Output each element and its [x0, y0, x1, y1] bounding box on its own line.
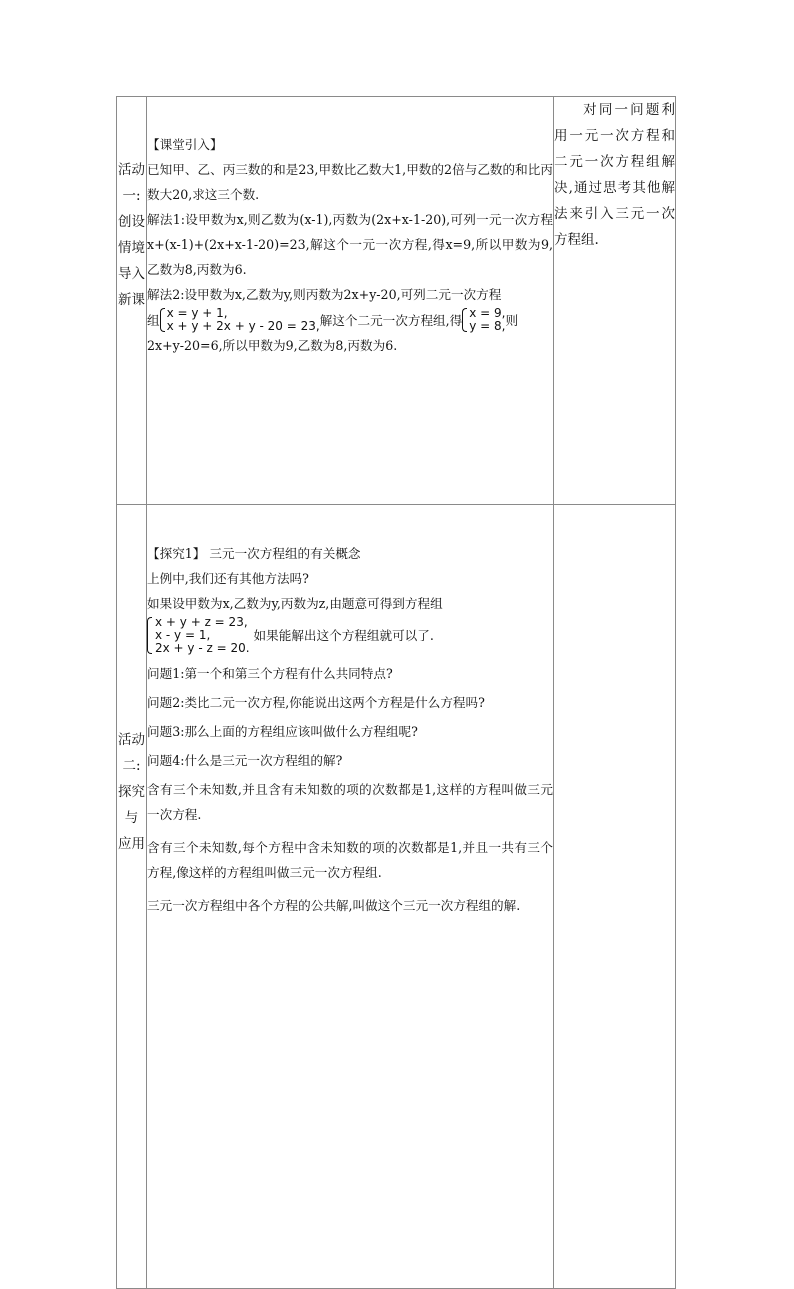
question-1: 问题1:第一个和第三个方程有什么共同特点? [147, 666, 393, 681]
system-after-text: 如果能解出这个方程组就可以了. [253, 628, 434, 643]
method-2-system-line [147, 307, 553, 333]
design-note-text: 对同一问题利用一元一次方程和二元一次方程组解决,通过思考其他解法来引入三元一次方程组. [554, 102, 675, 248]
section-title: 【探究1】 三元一次方程组的有关概念 [147, 546, 361, 561]
system-equation: x + y + z = 23, [155, 615, 248, 629]
method-2-mid-text: 解这个二元一次方程组,得 [319, 312, 463, 328]
three-variable-system [147, 616, 250, 655]
problem-statement: 已知甲、乙、丙三数的和是23,甲数比乙数大1,甲数的2倍与乙数的和比丙数大20,求这三个数. [147, 162, 553, 202]
activity-1-label-line: 新课 [118, 292, 145, 308]
solution-equation: x = 9, [469, 306, 506, 320]
activity-1-label-line: 导入 [118, 266, 145, 282]
definition-equation: 含有三个未知数,并且含有未知数的项的次数都是1,这样的方程叫做三元一次方程. [147, 782, 553, 822]
activity-1-content [147, 97, 554, 505]
activity-1-label-line: 创设 [118, 214, 145, 230]
activity-1-label-line: 一: [122, 188, 141, 204]
activity-2-label-line: 二: [122, 758, 141, 774]
section-title: 【课堂引入】 [147, 137, 223, 152]
three-variable-system-line [147, 616, 553, 655]
activity-2-note [554, 505, 676, 1289]
question-3: 问题3:那么上面的方程组应该叫做什么方程组呢? [147, 724, 418, 739]
definition-solution: 三元一次方程组中各个方程的公共解,叫做这个三元一次方程组的解. [147, 898, 521, 913]
activity-1-note [554, 97, 676, 505]
activity-1-row [117, 97, 676, 505]
method-2-conclusion: 2x+y-20=6,所以甲数为9,乙数为8,丙数为6. [147, 338, 398, 353]
setup-paragraph: 如果设甲数为x,乙数为y,丙数为z,由题意可得到方程组 [147, 596, 443, 611]
activity-2-label-line: 探究 [118, 784, 145, 800]
activity-1-label [117, 97, 147, 505]
method-2-prefix: 组 [147, 312, 160, 328]
method-2-intro: 解法2:设甲数为x,乙数为y,则丙数为2x+y-20,可列二元一次方程 [147, 287, 502, 302]
two-variable-system [160, 307, 320, 333]
system-equation: 2x + y - z = 20. [155, 641, 250, 655]
method-2-then-text: 则 [505, 312, 519, 328]
question-other-methods: 上例中,我们还有其他方法吗? [147, 571, 309, 586]
question-4: 问题4:什么是三元一次方程组的解? [147, 753, 343, 768]
definition-system: 含有三个未知数,每个方程中含未知数的项的次数都是1,并且一共有三个方程,像这样的方程组叫做三元一次方程组. [147, 840, 553, 880]
solution-equation: y = 8, [469, 319, 506, 333]
activity-2-label-line: 活动 [118, 732, 145, 748]
solution-system [462, 307, 505, 333]
activity-1-label-line: 情境 [118, 240, 145, 256]
activity-2-label-line: 与 [124, 810, 139, 826]
activity-2-label-line: 应用 [118, 836, 145, 852]
lesson-plan-table [116, 96, 676, 1289]
activity-2-row [117, 505, 676, 1289]
activity-2-label [117, 505, 147, 1289]
method-1-paragraph: 解法1:设甲数为x,则乙数为(x-1),丙数为(2x+x-1-20),可列一元一次方程x+(x-1)+(2x+x-1-20)=23,解这个一元一次方程,得x=9,所以甲数为9,乙数为8,丙数为6. [147, 212, 553, 277]
activity-1-label-line: 活动 [118, 162, 145, 178]
system-equation: x + y + 2x + y - 20 = 23, [166, 319, 320, 333]
activity-2-content [147, 505, 554, 1289]
question-2: 问题2:类比二元一次方程,你能说出这两个方程是什么方程吗? [147, 695, 485, 710]
system-equation: x - y = 1, [155, 628, 211, 642]
system-equation: x = y + 1, [166, 306, 228, 320]
